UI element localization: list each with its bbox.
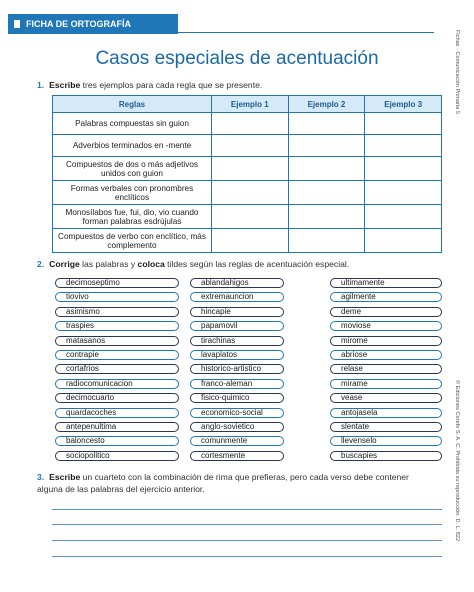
table-row <box>53 205 442 229</box>
writing-line[interactable] <box>52 509 442 510</box>
question-number: 1. <box>37 80 45 90</box>
word-pill: papamovil <box>190 321 284 331</box>
question-text: un cuarteto con la combinación de rima que prefieras, pero cada verso debe contener alguna de las palabras del ejercicio anterior. <box>37 472 409 494</box>
answer-cell[interactable] <box>288 229 365 253</box>
answer-cell[interactable] <box>212 113 289 135</box>
section-header-label: FICHA DE ORTOGRAFÍA <box>26 19 131 29</box>
rule-cell: Palabras compuestas sin guion <box>53 113 212 135</box>
header-square-icon <box>14 20 20 28</box>
word-pill: radiocomunicacion <box>55 379 179 389</box>
column-header: Ejemplo 3 <box>365 96 442 113</box>
page-title: Casos especiales de acentuación <box>95 48 379 69</box>
question-2 <box>37 259 349 269</box>
answer-cell[interactable] <box>212 157 289 181</box>
writing-line[interactable] <box>52 540 442 541</box>
word-pill: quardacoches <box>55 408 179 418</box>
table-row <box>53 157 442 181</box>
word-pill: vease <box>330 393 442 403</box>
word-pill: deme <box>330 307 442 317</box>
word-pill: traspies <box>55 321 179 331</box>
word-pill: decimocuarto <box>55 393 179 403</box>
question-1 <box>37 80 262 90</box>
writing-line[interactable] <box>52 524 442 525</box>
question-text: tres ejemplos para cada regla que se presente. <box>80 80 263 90</box>
word-pill: abriose <box>330 350 442 360</box>
word-pill: contrapie <box>55 350 179 360</box>
table-header-row <box>53 96 442 113</box>
answer-cell[interactable] <box>288 205 365 229</box>
question-verb: Escribe <box>49 472 81 482</box>
answer-cell[interactable] <box>212 229 289 253</box>
answer-cell[interactable] <box>212 181 289 205</box>
word-pill: decimoseptimo <box>55 278 179 288</box>
word-pill: slentate <box>330 422 442 432</box>
question-verb: Escribe <box>49 80 81 90</box>
answer-cell[interactable] <box>212 205 289 229</box>
word-pill: economico-social <box>190 408 284 418</box>
word-pill: llevenselo <box>330 436 442 446</box>
word-pill: tirachinas <box>190 336 284 346</box>
question-text: tildes según las reglas de acentuación especial. <box>164 259 350 269</box>
writing-line[interactable] <box>52 556 442 557</box>
column-header: Ejemplo 1 <box>212 96 289 113</box>
rule-cell: Compuestos de dos o más adjetivos unidos con guion <box>53 157 212 181</box>
section-header <box>8 14 178 34</box>
side-caption-top: Fichas · Comunicación Primaria 5 <box>454 30 460 114</box>
answer-cell[interactable] <box>288 181 365 205</box>
word-pill: cortesmente <box>190 451 284 461</box>
word-pill: ablandahigos <box>190 278 284 288</box>
word-pill: mirome <box>330 336 442 346</box>
table-row <box>53 113 442 135</box>
answer-cell[interactable] <box>288 135 365 157</box>
word-pill: anglo-sovietico <box>190 422 284 432</box>
word-pill: moviose <box>330 321 442 331</box>
answer-cell[interactable] <box>288 157 365 181</box>
question-number: 2. <box>37 259 45 269</box>
word-pill: matasanos <box>55 336 179 346</box>
question-verb: coloca <box>137 259 165 269</box>
word-pill: cortafrios <box>55 364 179 374</box>
word-pill: lavaplatos <box>190 350 284 360</box>
word-pill: sociopolitico <box>55 451 179 461</box>
answer-cell[interactable] <box>365 113 442 135</box>
word-pill: buscapies <box>330 451 442 461</box>
word-pill: comunmente <box>190 436 284 446</box>
word-pill: baloncesto <box>55 436 179 446</box>
word-pill: tiovivo <box>55 292 179 302</box>
word-pill: historico-artistico <box>190 364 284 374</box>
rule-cell: Compuestos de verbo con enclítico, más complemento <box>53 229 212 253</box>
word-pill: antepenultima <box>55 422 179 432</box>
answer-cell[interactable] <box>365 229 442 253</box>
word-pill: mirame <box>330 379 442 389</box>
word-pill: agilmente <box>330 292 442 302</box>
question-3 <box>37 471 437 495</box>
side-caption-bottom: © Ediciones Corefo S. A. C. Prohibida su reproducción. D. L. 822 <box>454 380 460 542</box>
table-row <box>53 181 442 205</box>
answer-cell[interactable] <box>365 135 442 157</box>
rules-table <box>52 95 442 253</box>
word-pill: fisico-quimico <box>190 393 284 403</box>
question-verb: Corrige <box>49 259 80 269</box>
table-row <box>53 135 442 157</box>
question-text: las palabras y <box>79 259 138 269</box>
answer-cell[interactable] <box>365 157 442 181</box>
answer-cell[interactable] <box>365 181 442 205</box>
table-row <box>53 229 442 253</box>
header-rule <box>178 32 434 33</box>
rule-cell: Adverbios terminados en -mente <box>53 135 212 157</box>
word-pill: hincapie <box>190 307 284 317</box>
word-pill: relase <box>330 364 442 374</box>
question-number: 3. <box>37 472 45 482</box>
column-header: Ejemplo 2 <box>288 96 365 113</box>
word-pill: asimismo <box>55 307 179 317</box>
word-pill: extremauncion <box>190 292 284 302</box>
column-header: Reglas <box>53 96 212 113</box>
rule-cell: Monosílabos fue, fui, dio, vio cuando forman palabras esdrújulas <box>53 205 212 229</box>
answer-cell[interactable] <box>365 205 442 229</box>
answer-cell[interactable] <box>212 135 289 157</box>
word-pill: antojasela <box>330 408 442 418</box>
rule-cell: Formas verbales con pronombres enclíticos <box>53 181 212 205</box>
word-pill: ultimamente <box>330 278 442 288</box>
word-pill: franco-aleman <box>190 379 284 389</box>
answer-cell[interactable] <box>288 113 365 135</box>
